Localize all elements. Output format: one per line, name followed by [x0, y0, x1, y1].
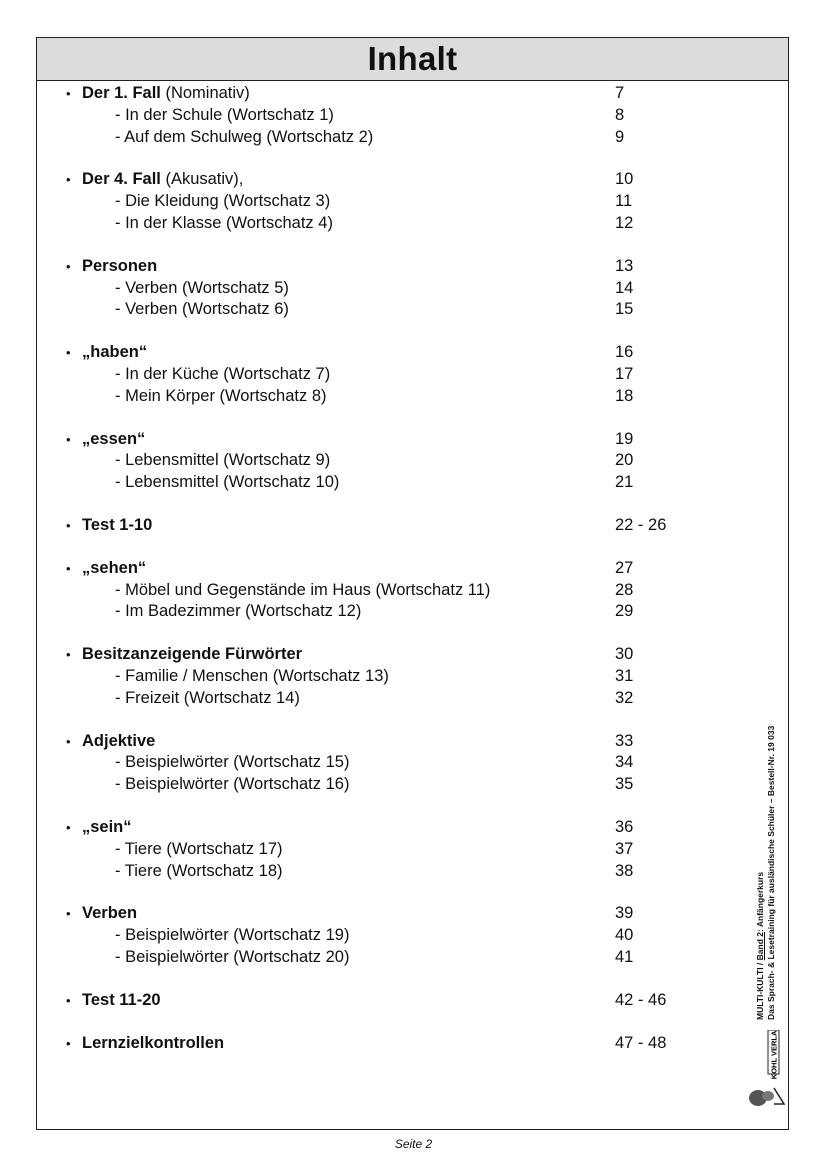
toc-subentry [66, 925, 686, 947]
toc-subentry-label: - Familie / Menschen (Wortschatz 13) [115, 666, 389, 685]
side-publisher-text [755, 660, 795, 1020]
toc-entry-bold: Test 1-10 [82, 515, 153, 534]
toc-page-number: 39 [615, 904, 634, 923]
toc-entry [66, 731, 686, 753]
toc-entry-bold: Test 11-20 [82, 990, 161, 1009]
toc-page-number: 15 [615, 300, 634, 319]
toc-subentry [66, 580, 686, 602]
toc-page-number: 35 [615, 775, 634, 794]
toc-section [66, 342, 686, 407]
toc-entry [66, 644, 686, 666]
toc-subentry [66, 601, 686, 623]
bullet-icon: • [66, 906, 71, 922]
bullet-icon: • [66, 1035, 71, 1051]
toc-entry-rest: (Akusativ), [160, 170, 244, 189]
toc-page-number: 30 [615, 645, 634, 664]
toc-entry-bold: „essen“ [82, 429, 146, 448]
side-band-rest: : Anfängerkurs [755, 871, 765, 932]
toc-entry-title [82, 342, 147, 364]
toc-page-number: 16 [615, 343, 634, 362]
toc-subentry-label: - Lebensmittel (Wortschatz 9) [115, 451, 331, 470]
toc-subentry [66, 947, 686, 969]
toc-entry-bold: „haben“ [82, 343, 148, 362]
table-of-contents [66, 83, 686, 1075]
page-title: Inhalt [367, 40, 458, 77]
toc-section [66, 1033, 686, 1055]
toc-page-number: 32 [615, 688, 634, 707]
toc-page-number: 8 [615, 105, 625, 124]
side-band: Band 2 [755, 932, 765, 961]
toc-subentry [66, 213, 686, 235]
toc-page-number: 13 [615, 256, 634, 275]
bullet-icon: • [66, 345, 71, 361]
bullet-icon: • [66, 819, 71, 835]
toc-subentry [66, 450, 686, 472]
toc-entry-title [82, 256, 157, 278]
bullet-icon: • [66, 172, 71, 188]
bullet-icon: • [66, 517, 71, 533]
toc-entry [66, 903, 686, 925]
toc-entry [66, 515, 686, 537]
toc-subentry [66, 127, 686, 149]
toc-entry [66, 990, 686, 1012]
toc-entry-bold: Lernzielkontrollen [82, 1033, 225, 1052]
toc-subentry-label: - Tiere (Wortschatz 18) [115, 861, 283, 880]
toc-entry [66, 429, 686, 451]
toc-subentry-label: - In der Schule (Wortschatz 1) [115, 105, 334, 124]
page-footer: Seite 2 [394, 1137, 433, 1151]
toc-subentry-label: - Beispielwörter (Wortschatz 16) [115, 775, 350, 794]
toc-page-number: 7 [615, 84, 625, 102]
toc-page-number: 34 [615, 753, 634, 772]
toc-page-number: 22 - 26 [615, 515, 667, 534]
bullet-icon: • [66, 733, 71, 749]
toc-page-number: 37 [615, 839, 634, 858]
toc-entry [66, 256, 686, 278]
toc-entry [66, 558, 686, 580]
toc-subentry-label: - Die Kleidung (Wortschatz 3) [115, 192, 331, 211]
toc-entry-title [82, 644, 302, 666]
toc-subentry-label: - Lebensmittel (Wortschatz 10) [115, 473, 340, 492]
toc-entry-bold: Personen [82, 256, 158, 275]
toc-subentry-label: - In der Klasse (Wortschatz 4) [115, 213, 333, 232]
toc-entry [66, 817, 686, 839]
bullet-icon: • [66, 431, 71, 447]
toc-entry-bold: „sein“ [82, 817, 132, 836]
toc-subentry [66, 666, 686, 688]
toc-entry-title [82, 429, 145, 451]
toc-page-number: 20 [615, 451, 634, 470]
toc-subentry [66, 386, 686, 408]
toc-subentry [66, 472, 686, 494]
toc-page-number: 42 - 46 [615, 990, 667, 1009]
toc-page-number: 38 [615, 861, 634, 880]
side-line-2: Das Sprach- & Lesetraining für ausländische Schüler – Bestell-Nr. 19 033 [766, 725, 776, 1020]
toc-subentry-label: - Beispielwörter (Wortschatz 19) [115, 926, 350, 945]
toc-section [66, 515, 686, 537]
toc-subentry-label: - Freizeit (Wortschatz 14) [115, 688, 300, 707]
toc-entry [66, 83, 686, 105]
toc-page-number: 27 [615, 558, 634, 577]
toc-entry-title [82, 169, 243, 191]
side-line-1 [755, 660, 766, 1020]
toc-page-number: 19 [615, 429, 634, 448]
publisher-logo-icon [744, 1030, 786, 1110]
toc-page-number: 28 [615, 580, 634, 599]
toc-subentry [66, 752, 686, 774]
toc-section [66, 990, 686, 1012]
toc-entry-bold: Der 1. Fall [82, 84, 161, 102]
toc-page-number: 41 [615, 947, 634, 966]
bullet-icon: • [66, 560, 71, 576]
side-series: MULTI-KULTI / [755, 960, 765, 1020]
toc-section [66, 83, 686, 148]
toc-page-number: 14 [615, 278, 634, 297]
toc-page-number: 11 [615, 192, 633, 211]
toc-entry-title [82, 817, 132, 839]
bullet-icon: • [66, 992, 71, 1008]
toc-subentry-label: - Verben (Wortschatz 6) [115, 300, 289, 319]
toc-subentry-label: - Im Badezimmer (Wortschatz 12) [115, 602, 362, 621]
toc-page-number: 10 [615, 170, 634, 189]
toc-entry-bold: Verben [82, 904, 138, 923]
toc-entry-title [82, 83, 250, 105]
toc-subentry [66, 774, 686, 796]
toc-section [66, 558, 686, 623]
toc-entry [66, 342, 686, 364]
toc-entry-bold: Adjektive [82, 731, 156, 750]
toc-page-number: 21 [615, 473, 634, 492]
toc-entry-title [82, 515, 152, 537]
publisher-logo [744, 1030, 786, 1110]
toc-entry-title [82, 731, 155, 753]
toc-subentry [66, 191, 686, 213]
toc-section [66, 169, 686, 234]
toc-subentry [66, 105, 686, 127]
toc-subentry [66, 299, 686, 321]
toc-subentry [66, 364, 686, 386]
toc-page-number: 31 [615, 666, 634, 685]
toc-page-number: 9 [615, 127, 625, 146]
toc-section [66, 429, 686, 494]
bullet-icon: • [66, 258, 71, 274]
toc-entry [66, 169, 686, 191]
toc-subentry [66, 688, 686, 710]
toc-entry-title [82, 558, 146, 580]
toc-page-number: 36 [615, 817, 634, 836]
toc-page-number: 47 - 48 [615, 1033, 667, 1052]
toc-entry-title [82, 1033, 224, 1055]
toc-subentry-label: - Tiere (Wortschatz 17) [115, 839, 283, 858]
toc-entry-title [82, 990, 161, 1012]
toc-subentry-label: - Mein Körper (Wortschatz 8) [115, 386, 327, 405]
toc-subentry-label: - Verben (Wortschatz 5) [115, 278, 289, 297]
title-bar [37, 38, 788, 81]
toc-entry-bold: Der 4. Fall [82, 170, 161, 189]
toc-subentry [66, 278, 686, 300]
toc-subentry-label: - Möbel und Gegenstände im Haus (Wortschatz 11) [115, 580, 491, 599]
toc-page-number: 18 [615, 386, 634, 405]
bullet-icon: • [66, 86, 71, 101]
logo-text: KOHL VERLAG [769, 1030, 779, 1080]
toc-page-number: 17 [615, 364, 634, 383]
toc-subentry-label: - Beispielwörter (Wortschatz 20) [115, 947, 350, 966]
toc-section [66, 256, 686, 321]
bullet-icon: • [66, 647, 71, 663]
toc-subentry-label: - Auf dem Schulweg (Wortschatz 2) [115, 127, 374, 146]
toc-page-number: 40 [615, 926, 634, 945]
toc-section [66, 644, 686, 709]
toc-entry-rest: (Nominativ) [160, 84, 250, 102]
toc-entry-bold: Besitzanzeigende Fürwörter [82, 645, 303, 664]
toc-section [66, 817, 686, 882]
toc-subentry [66, 861, 686, 883]
toc-entry-bold: „sehen“ [82, 558, 147, 577]
toc-subentry-label: - Beispielwörter (Wortschatz 15) [115, 753, 350, 772]
toc-section [66, 731, 686, 796]
toc-section [66, 903, 686, 968]
toc-page-number: 33 [615, 731, 634, 750]
toc-page-number: 29 [615, 602, 634, 621]
toc-page-number: 12 [615, 213, 634, 232]
toc-subentry [66, 839, 686, 861]
toc-subentry-label: - In der Küche (Wortschatz 7) [115, 364, 331, 383]
toc-entry [66, 1033, 686, 1055]
toc-entry-title [82, 903, 137, 925]
